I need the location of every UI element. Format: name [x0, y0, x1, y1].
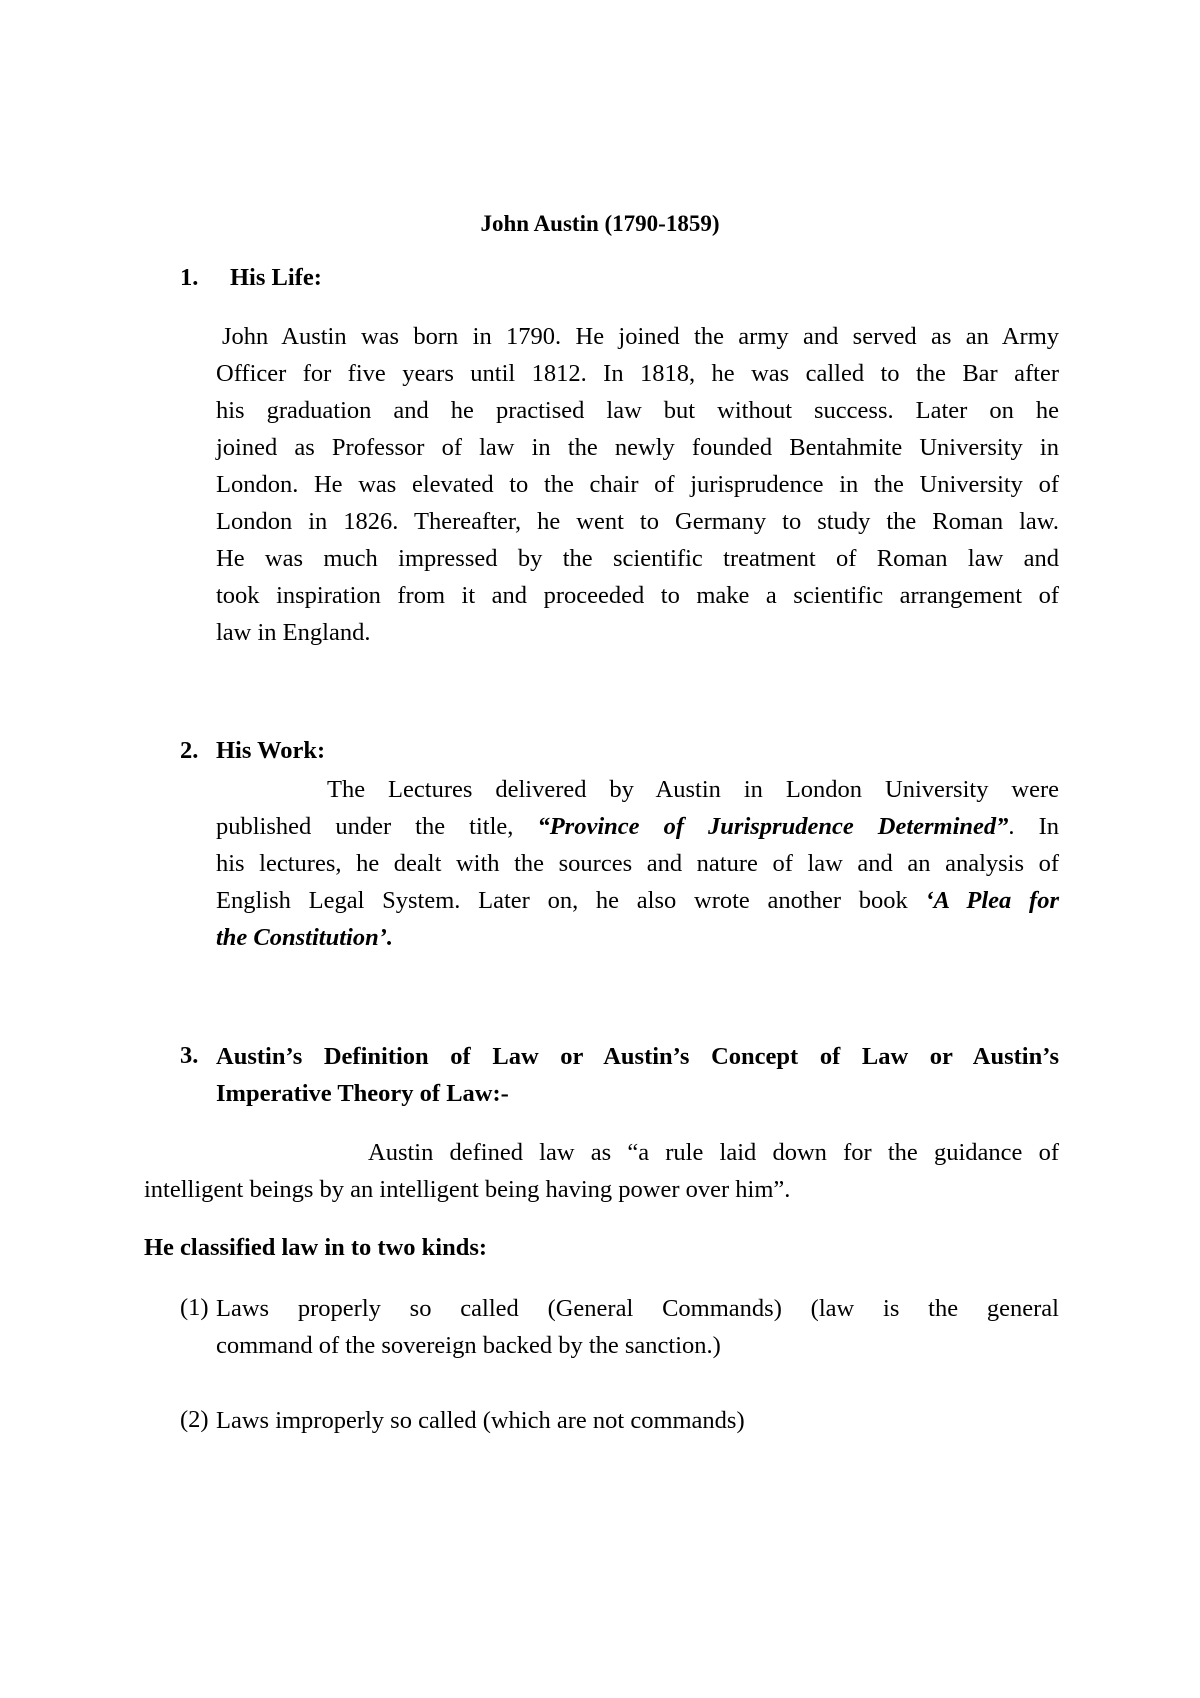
- paragraph-line: law in England.: [216, 619, 371, 646]
- paragraph-line: The Lectures delivered by Austin in London University were: [327, 776, 1059, 803]
- paragraph-line: John Austin was born in 1790. He joined the army and served as an Army: [222, 323, 1059, 350]
- classification-heading: He classified law in to two kinds:: [144, 1234, 488, 1261]
- section-1-number: 1.: [180, 264, 199, 291]
- paragraph-line: took inspiration from it and proceeded to make a scientific arrangement of: [216, 582, 1059, 609]
- section-2-heading: His Work:: [216, 737, 326, 764]
- paragraph-line: London in 1826. Thereafter, he went to Germany to study the Roman law.: [216, 508, 1059, 535]
- paragraph-line: London. He was elevated to the chair of jurisprudence in the University of: [216, 471, 1059, 498]
- section-3-heading-line-2: Imperative Theory of Law:-: [216, 1080, 509, 1107]
- paragraph-line: joined as Professor of law in the newly founded Bentahmite University in: [216, 434, 1059, 461]
- text-run: published under the title,: [216, 813, 538, 840]
- paragraph-line: He was much impressed by the scientific treatment of Roman law and: [216, 545, 1059, 572]
- list-item-text: command of the sovereign backed by the sanction.): [216, 1332, 721, 1359]
- paragraph-line: Officer for five years until 1812. In 1818, he was called to the Bar after: [216, 360, 1059, 387]
- text-run: . In: [1008, 813, 1059, 840]
- book-title-plea: ‘A Plea for: [925, 887, 1059, 914]
- section-3-number: 3.: [180, 1042, 199, 1069]
- section-2-number: 2.: [180, 737, 199, 764]
- list-item-text: Laws improperly so called (which are not commands): [216, 1407, 745, 1434]
- section-3-heading-line-1: Austin’s Definition of Law or Austin’s Concept of Law or Austin’s: [216, 1043, 1059, 1070]
- book-title-plea-continued: the Constitution’.: [216, 924, 394, 951]
- paragraph-line: [216, 882, 1059, 919]
- section-1-heading: His Life:: [230, 264, 322, 291]
- text-run: English Legal System. Later on, he also wrote another book: [216, 887, 926, 914]
- paragraph-line: his graduation and he practised law but without success. Later on he: [216, 397, 1059, 424]
- paragraph-line: his lectures, he dealt with the sources and nature of law and an analysis of: [216, 850, 1059, 877]
- paragraph-line: Austin defined law as “a rule laid down for the guidance of: [368, 1139, 1059, 1166]
- paragraph-line: intelligent beings by an intelligent being having power over him”.: [144, 1176, 791, 1203]
- list-item-label: (2): [180, 1406, 209, 1433]
- list-item-text: Laws properly so called (General Commands) (law is the general: [216, 1295, 1059, 1322]
- page-title: John Austin (1790-1859): [480, 211, 720, 236]
- list-item-label: (1): [180, 1294, 209, 1321]
- book-title-province: “Province of Jurisprudence Determined”: [537, 813, 1009, 840]
- paragraph-line: [216, 808, 1059, 845]
